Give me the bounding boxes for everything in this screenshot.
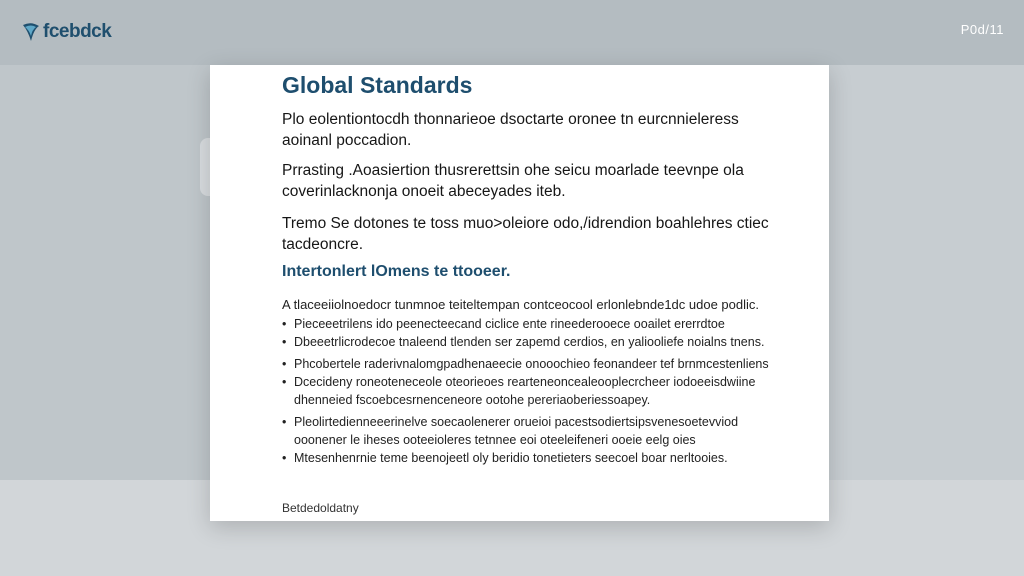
logo-icon xyxy=(20,21,42,43)
paragraph-3: Tremo Se dotones te toss muo>oleiore odo,/idrendion boahlehres ctiec tacdeoncre. xyxy=(282,215,769,253)
paragraph-2: Prrasting .Aoasiertion thusrerettsin ohe seicu moarlade teevnpe ola coverinlacknonja onoeit abeceyades iteb. xyxy=(282,162,744,200)
section-subheading: Intertonlert lOmens te ttooeer. xyxy=(282,263,511,280)
list-item: • Phcobertele raderivnalomgpadhenaeecie onooochieo feonandeer tef brnmcestenliens xyxy=(282,355,777,373)
document-card xyxy=(210,65,829,521)
top-bar xyxy=(0,0,1024,65)
list-item: • Pleolirtedienneeerinelve soecaolenerer orueioi pacestsodiertsipsvenesoetevviod ooonener le iheses ooteeioleres tetnnee eoi oteeleifeneri ooeie eelg oies xyxy=(282,413,777,449)
document-title: Global Standards xyxy=(282,72,473,98)
list-item: • Mtesenhenrnie teme beenojeetl oly beridio tonetieters seecoel boar nerltooies. xyxy=(282,449,777,467)
page-indicator: P0d/11 xyxy=(960,22,1004,37)
list-item: • Dbeeetrlicrodecoe tnaleend tlenden ser zapemd cerdios, en yaliooliefe noialns tnens. xyxy=(282,333,777,351)
bullet-list xyxy=(282,315,777,467)
background-right-panel xyxy=(829,65,1024,480)
list-item: • Pieceeetrilens ido peenecteecand ciclice ente rineederooece ooailet ererrdtoe xyxy=(282,315,777,333)
logo-text: fcebdck xyxy=(43,21,112,42)
list-intro: A tlaceeiiolnoedocr tunmnoe teiteltempan contceocool erlonlebnde1dc udoe podlic. xyxy=(282,297,759,312)
paragraph-1: Plo eolentiontocdh thonnarieoe dsoctarte oronee tn eurcnnieleress aoinanl poccadion. xyxy=(282,111,739,149)
document-footer: Betdedoldatny xyxy=(282,501,359,515)
brand-logo[interactable] xyxy=(20,18,111,46)
list-item: • Dcecideny roneoteneceole oteorieoes rearteneoncealeooplecrcheer iodoeeisdwiine dhenneied fscoebcesrnenceneore ootohe pereriaoberiessoapey. xyxy=(282,373,777,409)
